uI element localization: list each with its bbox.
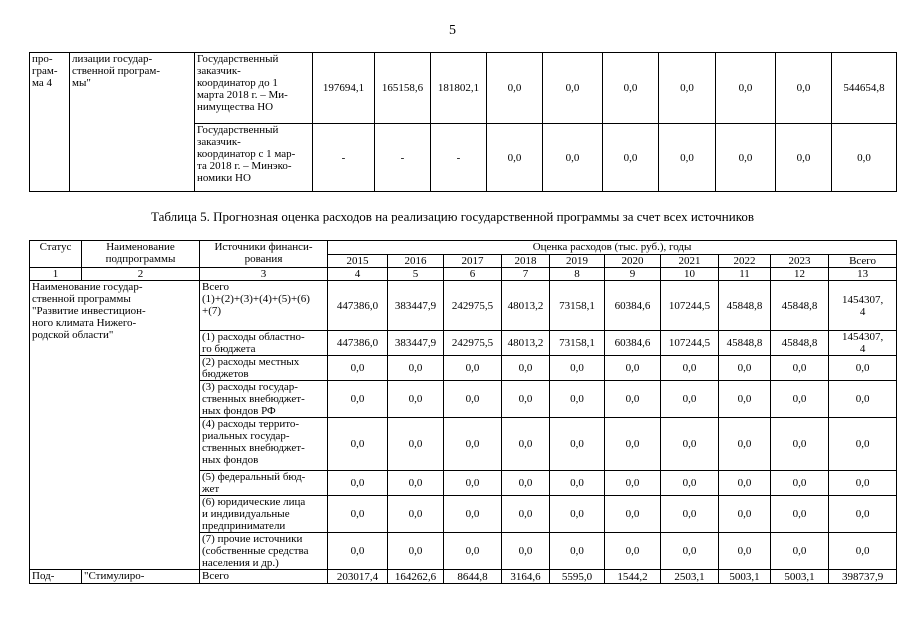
value-cell: 0,0: [659, 53, 716, 124]
value-cell: 398737,9: [829, 570, 897, 584]
value-cell: 0,0: [771, 381, 829, 418]
value-cell: 0,0: [719, 381, 771, 418]
column-number: 13: [829, 268, 897, 281]
source-cell: Государственный заказчик- координатор до 1 марта 2018 г. – Ми- нимущества НО: [195, 53, 313, 124]
value-cell: 0,0: [661, 418, 719, 471]
value-cell: 544654,8: [832, 53, 897, 124]
value-cell: 60384,6: [605, 331, 661, 356]
value-cell: 0,0: [659, 124, 716, 192]
value-cell: 48013,2: [502, 331, 550, 356]
value-cell: 0,0: [550, 496, 605, 533]
value-cell: 0,0: [829, 418, 897, 471]
value-cell: 0,0: [603, 53, 659, 124]
value-cell: 45848,8: [719, 281, 771, 331]
value-cell: 0,0: [829, 381, 897, 418]
value-cell: 0,0: [661, 471, 719, 496]
value-cell: 0,0: [502, 533, 550, 570]
value-cell: 0,0: [829, 496, 897, 533]
value-cell: 1454307, 4: [829, 331, 897, 356]
status-header: Статус: [30, 241, 82, 268]
value-cell: 0,0: [550, 533, 605, 570]
value-cell: 5595,0: [550, 570, 605, 584]
page-number: 5: [449, 23, 456, 38]
value-cell: 164262,6: [388, 570, 444, 584]
value-cell: 0,0: [502, 356, 550, 381]
year-header: 2020: [605, 255, 661, 268]
expense-estimate-table: [29, 240, 897, 584]
source-cell: Всего: [200, 570, 328, 584]
value-cell: 0,0: [444, 356, 502, 381]
value-cell: 1454307, 4: [829, 281, 897, 331]
value-cell: 0,0: [605, 471, 661, 496]
value-cell: 0,0: [719, 496, 771, 533]
value-cell: 0,0: [603, 124, 659, 192]
value-cell: 165158,6: [375, 53, 431, 124]
value-cell: 0,0: [716, 53, 776, 124]
value-cell: 447386,0: [328, 281, 388, 331]
year-header: 2023: [771, 255, 829, 268]
value-cell: 0,0: [719, 418, 771, 471]
value-cell: 45848,8: [719, 331, 771, 356]
value-cell: 0,0: [605, 496, 661, 533]
value-cell: 0,0: [502, 381, 550, 418]
subprogram-name-cell: "Стимулиро-: [82, 570, 200, 584]
value-cell: 0,0: [605, 418, 661, 471]
table-row: [30, 53, 897, 124]
table-row: [30, 570, 897, 584]
total-header: Всего: [829, 255, 897, 268]
value-cell: 0,0: [829, 471, 897, 496]
value-cell: 447386,0: [328, 331, 388, 356]
value-cell: 0,0: [487, 124, 543, 192]
value-cell: -: [431, 124, 487, 192]
source-cell: (7) прочие источники (собственные средства населения и др.): [200, 533, 328, 570]
source-cell: (6) юридические лица и индивидуальные предприниматели: [200, 496, 328, 533]
value-cell: 242975,5: [444, 281, 502, 331]
source-cell: (3) расходы государ- ственных внебюджет- ных фондов РФ: [200, 381, 328, 418]
value-cell: 203017,4: [328, 570, 388, 584]
value-cell: 73158,1: [550, 281, 605, 331]
value-cell: 0,0: [829, 356, 897, 381]
table-caption: Таблица 5. Прогнозная оценка расходов на реализацию государственной программы за счет всех источников: [151, 209, 754, 224]
year-header: 2017: [444, 255, 502, 268]
value-cell: 0,0: [388, 381, 444, 418]
program-name-cell: лизации государ- ственной програм- мы": [70, 53, 195, 192]
table-row: [30, 281, 897, 331]
value-cell: 0,0: [388, 471, 444, 496]
value-cell: 0,0: [661, 533, 719, 570]
column-number: 4: [328, 268, 388, 281]
value-cell: 0,0: [605, 533, 661, 570]
value-cell: 0,0: [771, 533, 829, 570]
header-row: [30, 241, 897, 255]
program-cell: про- грам- ма 4: [30, 53, 70, 192]
value-cell: -: [313, 124, 375, 192]
value-cell: 45848,8: [771, 331, 829, 356]
value-cell: 0,0: [328, 418, 388, 471]
value-cell: 0,0: [832, 124, 897, 192]
value-cell: 73158,1: [550, 331, 605, 356]
year-header: 2021: [661, 255, 719, 268]
value-cell: 0,0: [328, 381, 388, 418]
value-cell: 0,0: [502, 471, 550, 496]
value-cell: 0,0: [550, 471, 605, 496]
value-cell: 0,0: [716, 124, 776, 192]
year-header: 2018: [502, 255, 550, 268]
value-cell: 0,0: [771, 356, 829, 381]
value-cell: 107244,5: [661, 331, 719, 356]
value-cell: 242975,5: [444, 331, 502, 356]
value-cell: 0,0: [388, 496, 444, 533]
value-cell: 107244,5: [661, 281, 719, 331]
column-number: 3: [200, 268, 328, 281]
column-number: 2: [82, 268, 200, 281]
value-cell: 0,0: [771, 471, 829, 496]
source-cell: (5) федеральный бюд- жет: [200, 471, 328, 496]
value-cell: 0,0: [328, 496, 388, 533]
column-number: 1: [30, 268, 82, 281]
value-cell: 60384,6: [605, 281, 661, 331]
value-cell: 0,0: [444, 471, 502, 496]
value-cell: 0,0: [776, 53, 832, 124]
column-number: 10: [661, 268, 719, 281]
value-cell: 5003,1: [719, 570, 771, 584]
value-cell: 0,0: [543, 53, 603, 124]
value-cell: 0,0: [550, 381, 605, 418]
value-cell: 0,0: [444, 496, 502, 533]
value-cell: -: [375, 124, 431, 192]
value-cell: 0,0: [444, 381, 502, 418]
value-cell: 383447,9: [388, 281, 444, 331]
year-header: 2019: [550, 255, 605, 268]
value-cell: 0,0: [502, 496, 550, 533]
year-header: 2022: [719, 255, 771, 268]
value-cell: 5003,1: [771, 570, 829, 584]
value-cell: 0,0: [444, 418, 502, 471]
value-cell: 0,0: [776, 124, 832, 192]
source-cell: (1) расходы областно- го бюджета: [200, 331, 328, 356]
value-cell: 2503,1: [661, 570, 719, 584]
column-number: 6: [444, 268, 502, 281]
value-cell: 0,0: [388, 418, 444, 471]
column-numbers-row: [30, 268, 897, 281]
value-cell: 0,0: [719, 356, 771, 381]
year-header: 2015: [328, 255, 388, 268]
value-cell: 197694,1: [313, 53, 375, 124]
value-cell: 0,0: [550, 418, 605, 471]
value-cell: 48013,2: [502, 281, 550, 331]
value-cell: 0,0: [328, 471, 388, 496]
value-cell: 0,0: [829, 533, 897, 570]
value-cell: 0,0: [605, 381, 661, 418]
column-number: 9: [605, 268, 661, 281]
value-cell: 0,0: [719, 533, 771, 570]
value-cell: 0,0: [771, 496, 829, 533]
status-cell: Под-: [30, 570, 82, 584]
value-cell: 0,0: [328, 533, 388, 570]
column-number: 7: [502, 268, 550, 281]
value-cell: 0,0: [543, 124, 603, 192]
value-cell: 0,0: [502, 418, 550, 471]
value-cell: 383447,9: [388, 331, 444, 356]
value-cell: 0,0: [328, 356, 388, 381]
value-cell: 0,0: [661, 496, 719, 533]
top-continuation-table: [29, 52, 897, 192]
source-cell: (4) расходы террито- риальных государ- ственных внебюджет- ных фондов: [200, 418, 328, 471]
value-cell: 3164,6: [502, 570, 550, 584]
source-cell: Всего (1)+(2)+(3)+(4)+(5)+(6) +(7): [200, 281, 328, 331]
year-header: 2016: [388, 255, 444, 268]
value-cell: 0,0: [661, 381, 719, 418]
value-cell: 0,0: [771, 418, 829, 471]
value-cell: 45848,8: [771, 281, 829, 331]
value-cell: 0,0: [444, 533, 502, 570]
subprogram-name-header: Наименование подпрограммы: [82, 241, 200, 268]
source-cell: (2) расходы местных бюджетов: [200, 356, 328, 381]
column-number: 12: [771, 268, 829, 281]
value-cell: 0,0: [487, 53, 543, 124]
estimate-header: Оценка расходов (тыс. руб.), годы: [328, 241, 897, 255]
value-cell: 0,0: [719, 471, 771, 496]
column-number: 11: [719, 268, 771, 281]
column-number: 5: [388, 268, 444, 281]
value-cell: 8644,8: [444, 570, 502, 584]
column-number: 8: [550, 268, 605, 281]
funding-sources-header: Источники финанси- рования: [200, 241, 328, 268]
value-cell: 0,0: [388, 356, 444, 381]
value-cell: 0,0: [605, 356, 661, 381]
value-cell: 0,0: [388, 533, 444, 570]
program-name-cell: Наименование государ- ственной программы "Развитие инвестицион- ного климата Нижего- родской области": [30, 281, 200, 570]
value-cell: 1544,2: [605, 570, 661, 584]
value-cell: 0,0: [550, 356, 605, 381]
value-cell: 181802,1: [431, 53, 487, 124]
value-cell: 0,0: [661, 356, 719, 381]
source-cell: Государственный заказчик- координатор с 1 мар- та 2018 г. – Минэко- номики НО: [195, 124, 313, 192]
